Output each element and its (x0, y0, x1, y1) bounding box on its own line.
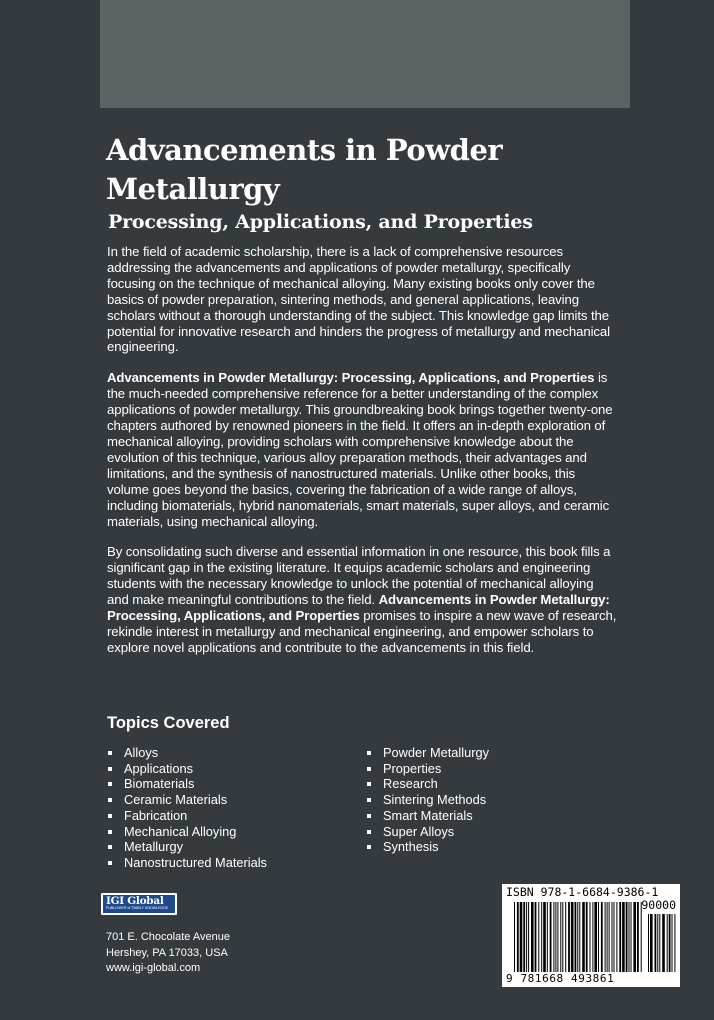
barcode-bar (514, 902, 515, 972)
topics-heading: Topics Covered (107, 714, 230, 732)
topic-item: Sintering Methods (366, 792, 489, 808)
barcode-bar (547, 902, 548, 972)
barcode-bar (526, 902, 527, 972)
barcode-bar (528, 902, 529, 972)
barcode-bar (657, 914, 658, 972)
topic-item: Properties (366, 761, 489, 777)
barcode-bar (631, 902, 632, 972)
barcode-bar (557, 902, 558, 972)
book-description (107, 244, 617, 671)
barcode-bar (579, 902, 580, 972)
barcode-bar (669, 914, 671, 972)
topic-item: Mechanical Alloying (107, 824, 267, 840)
description-paragraph-2 (107, 370, 617, 529)
barcode-bar (626, 902, 628, 972)
barcode-bar (520, 902, 523, 972)
barcode-bar (555, 902, 556, 972)
barcode-bar (659, 914, 660, 972)
barcode-bar (562, 902, 563, 972)
barcode-bar (601, 902, 603, 972)
description-paragraph-2-text: is the much-needed comprehensive reference for a better understanding of the complex applications of powder metallurgy. This groundbreaking book brings together twenty-one chapters authored by renowned pioneers in the field. It offers an in-depth exploration of mechanical alloying, providing scholars with comprehensive knowledge about the evolution of this technique, various alloy preparation methods, their advantages and limitations, and the synthesis of nanostructured materials. Unlike other books, this volume goes beyond the basics, covering the fabrication of a wide range of alloys, including biomaterials, hybrid nanomaterials, smart materials, super alloys, and ceramic materials, using mechanical alloying. (107, 370, 613, 529)
barcode-bar (633, 902, 636, 972)
barcode-bar (535, 902, 537, 972)
barcode-bar (674, 914, 675, 972)
topic-item: Fabrication (107, 808, 267, 824)
barcode-bar (662, 914, 665, 972)
topic-item: Synthesis (366, 839, 489, 855)
barcode-bar (622, 902, 625, 972)
price-code: 90000 (641, 898, 676, 912)
barcode-bar (517, 902, 519, 972)
barcode-bar (650, 914, 653, 972)
barcode-bar (543, 902, 546, 972)
barcode-bar (641, 902, 642, 972)
topics-list-right (366, 745, 489, 855)
publisher-address (106, 930, 230, 977)
description-paragraph-2-bold: Advancements in Powder Metallurgy: Processing, Applications, and Properties (107, 370, 595, 386)
barcode-bar (582, 902, 585, 972)
isbn-text: ISBN 978-1-6684-9386-1 (506, 885, 659, 899)
topic-item: Ceramic Materials (107, 792, 267, 808)
barcode-bar (531, 902, 534, 972)
publisher-website: www.igi-global.com (106, 962, 201, 974)
barcode-bar (590, 902, 591, 972)
cover-top-panel (100, 0, 630, 108)
barcode-bar (614, 902, 615, 972)
barcode-bar (538, 902, 539, 972)
barcode-bar (605, 902, 606, 972)
barcode-bar (607, 902, 608, 972)
topic-item: Nanostructured Materials (107, 855, 267, 871)
barcode-bar (571, 902, 574, 972)
barcode-bar (667, 914, 668, 972)
description-paragraph-3-end: promises to inspire a new wave of research, rekindle interest in metallurgy and mechanical engineering, and empower scholars to explore novel applications and contribute to the advancements in this field. (107, 608, 617, 655)
topic-item: Biomaterials (107, 776, 267, 792)
ean-number: 9 781668 493861 (506, 972, 615, 985)
barcode-bar (553, 902, 554, 972)
barcode-bar (616, 902, 617, 972)
barcode-bar (612, 902, 613, 972)
address-line-2: Hershey, PA 17033, USA (106, 946, 228, 959)
topic-item: Super Alloys (366, 824, 489, 840)
topic-item: Alloys (107, 745, 267, 761)
publisher-logo-name: IGI Global (106, 895, 164, 907)
publisher-logo (101, 893, 177, 915)
topic-item: Metallurgy (107, 839, 267, 855)
description-paragraph-3 (107, 544, 617, 655)
publisher-logo-tagline: PUBLISHER of TIMELY KNOWLEDGE (106, 906, 169, 910)
book-title: Advancements in Powder Metallurgy (106, 133, 503, 206)
barcode-bar (619, 902, 621, 972)
topic-item: Applications (107, 761, 267, 777)
topic-item: Powder Metallurgy (366, 745, 489, 761)
barcode-bar (609, 902, 610, 972)
barcode-bar (568, 902, 570, 972)
barcode-bar (586, 902, 588, 972)
description-paragraph-3-bold: Advancements in Powder Metallurgy: Processing, Applications, and Properties (107, 592, 610, 624)
barcode-bar (594, 902, 597, 972)
barcode-bar (541, 902, 542, 972)
barcode-bar (655, 914, 657, 972)
topic-item: Smart Materials (366, 808, 489, 824)
barcode-bar (648, 914, 649, 972)
topics-list-left (107, 745, 267, 871)
topic-item: Research (366, 776, 489, 792)
description-paragraph-1: In the field of academic scholarship, there is a lack of comprehensive resources addressing the advancements and applications of powder metallurgy, specifically focusing on the technique of mechanical alloying. Many existing books only cover the basics of powder preparation, sintering methods, and general applications, leaving scholars without a thorough understanding of the subject. This knowledge gap limits the potential for innovative research and hinders the progress of metallurgy and mechanical engineering. (107, 244, 610, 355)
isbn-barcode (502, 884, 680, 987)
barcode-bar (629, 902, 630, 972)
barcode-bar (575, 902, 577, 972)
barcode-bar (577, 902, 578, 972)
barcode-bar (592, 902, 593, 972)
address-line-1: 701 E. Chocolate Avenue (106, 931, 230, 943)
description-paragraph-3-start: By consolidating such diverse and essential information in one resource, this book fills a significant gap in the existing literature. It equips academic scholars and engineering students with the necessary knowledge to unlock the potential of mechanical alloying and make meaningful contributions to the field. (107, 544, 611, 608)
barcode-bar (560, 902, 561, 972)
barcode-bar (523, 902, 525, 972)
book-subtitle: Processing, Applications, and Properties (108, 211, 533, 233)
barcode-bar (565, 902, 566, 972)
barcode-bar (598, 902, 599, 972)
barcode-bar (672, 914, 673, 972)
barcode-bar (637, 902, 639, 972)
barcode-bar (550, 902, 552, 972)
